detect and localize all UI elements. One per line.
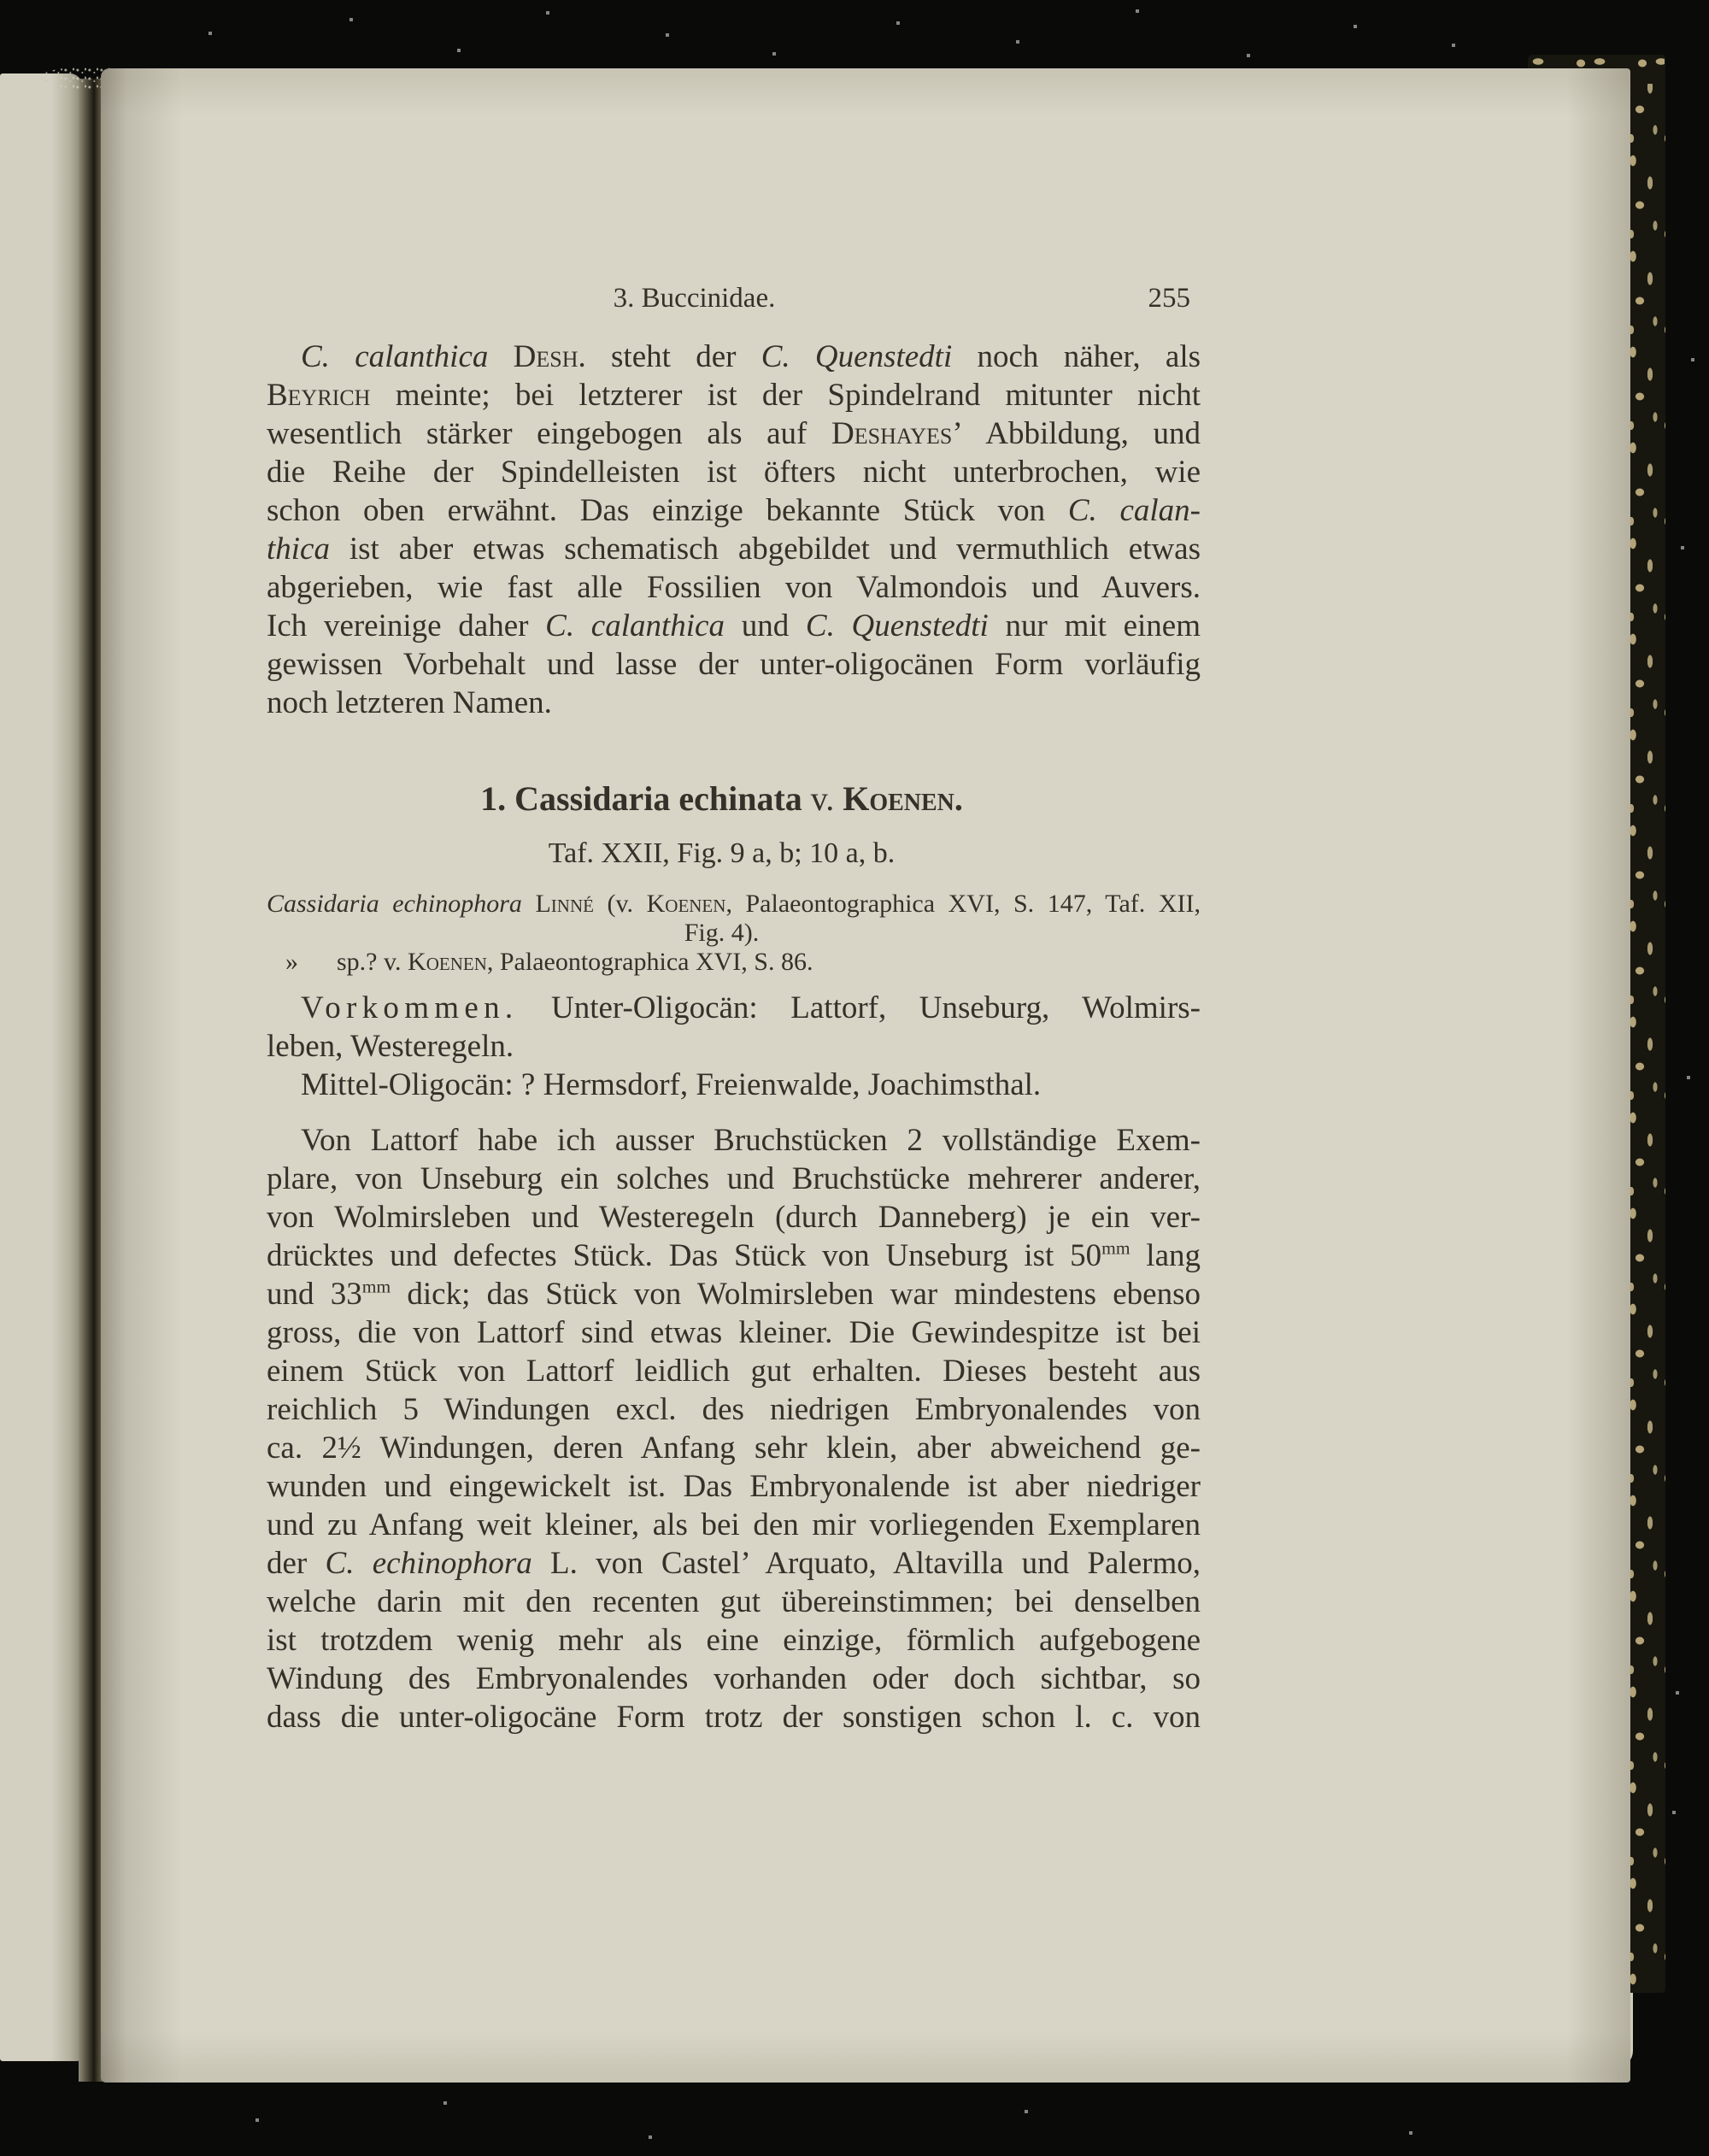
- facing-page-edge: [0, 73, 82, 2061]
- book-page: [101, 68, 1630, 2083]
- text-block: [267, 338, 1201, 1736]
- dust-specks: [0, 0, 2, 2]
- synonymy-references: Cassidaria echinophora Linné (v. Koenen, Palaeontographica XVI, S. 147, Taf. XII, Fig. 4). » sp.? v. Koenen, Palaeontographica XVI, S. 86.: [267, 890, 1201, 976]
- running-head: [267, 280, 1201, 316]
- plate-reference: Taf. XXII, Fig. 9 a, b; 10 a, b.: [548, 837, 896, 869]
- description-paragraph: Von Lattorf habe ich ausser Bruchstücken 2 vollständige Exem- plare, von Unseburg ein solches und Bruchstücke mehrerer anderer, von Wolmirsleben und Westeregeln (durch Danneberg) je ein ver- drücktes und defectes Stück. Das Stück von Unseburg ist $50^{mm}$ lang und $33^{mm}$ dick; das Stück von Wolmirsleben war mindestens ebenso gross, die von Lattorf sind etwas kleiner. Die Gewindespitze ist bei einem Stück von Lattorf leidlich gut erhalten. Dieses besteht aus reichlich 5 Windungen excl. des niedrigen Embryonalendes von ca. 2½ Windungen, deren Anfang sehr klein, aber abweichend ge- wunden und eingewickelt ist. Das Embryonalende ist aber niedriger und zu Anfang weit kleiner, als bei den mir vorliegenden Exemplaren der C. echinophora L. von Castel’ Arquato, Altavilla und Palermo, welche darin mit den recenten gut übereinstimmen; bei denselben ist trotzdem wenig mehr als eine einzige, förmlich aufgebogene Windung des Embryonalendes vorhanden oder doch sichtbar, so dass die unter-oligocäne Form trotz der sonstigen schon l. c. von: [267, 1123, 1201, 1735]
- body-paragraph-calanthica: C. calanthica Desh. steht der C. Quenstedti noch näher, als Beyrich meinte; bei letzterer ist der Spindelrand mitunter nicht wesentlich stärker eingebogen als auf Deshayes’ Abbildung, und die Reihe der Spindelleisten ist öfters nicht unterbrochen, wie schon oben erwähnt. Das einzige bekannte Stück von C. calan- thica ist aber etwas schematisch abgebildet und vermuthlich etwas abgerieben, wie fast alle Fossilien von Valmondois und Auvers. Ich vereinige daher C. calanthica und C. Quenstedti nur mit einem gewissen Vorbehalt und lasse der unter-oligocänen Form vorläufig noch letzteren Namen.: [267, 339, 1201, 720]
- occurrence-paragraph: Vorkommen. Unter-Oligocän: Lattorf, Unseburg, Wolmirs- leben, Westeregeln. Mittel-Oligocän: ? Hermsdorf, Freienwalde, Joachimsthal.: [267, 990, 1201, 1102]
- species-heading: 1. Cassidaria echinata v. Koenen.: [480, 779, 963, 818]
- running-header-title: 3. Buccinidae.: [613, 283, 776, 314]
- page-number: 255: [1148, 283, 1190, 314]
- marbled-cover-edge: [1626, 55, 1665, 1993]
